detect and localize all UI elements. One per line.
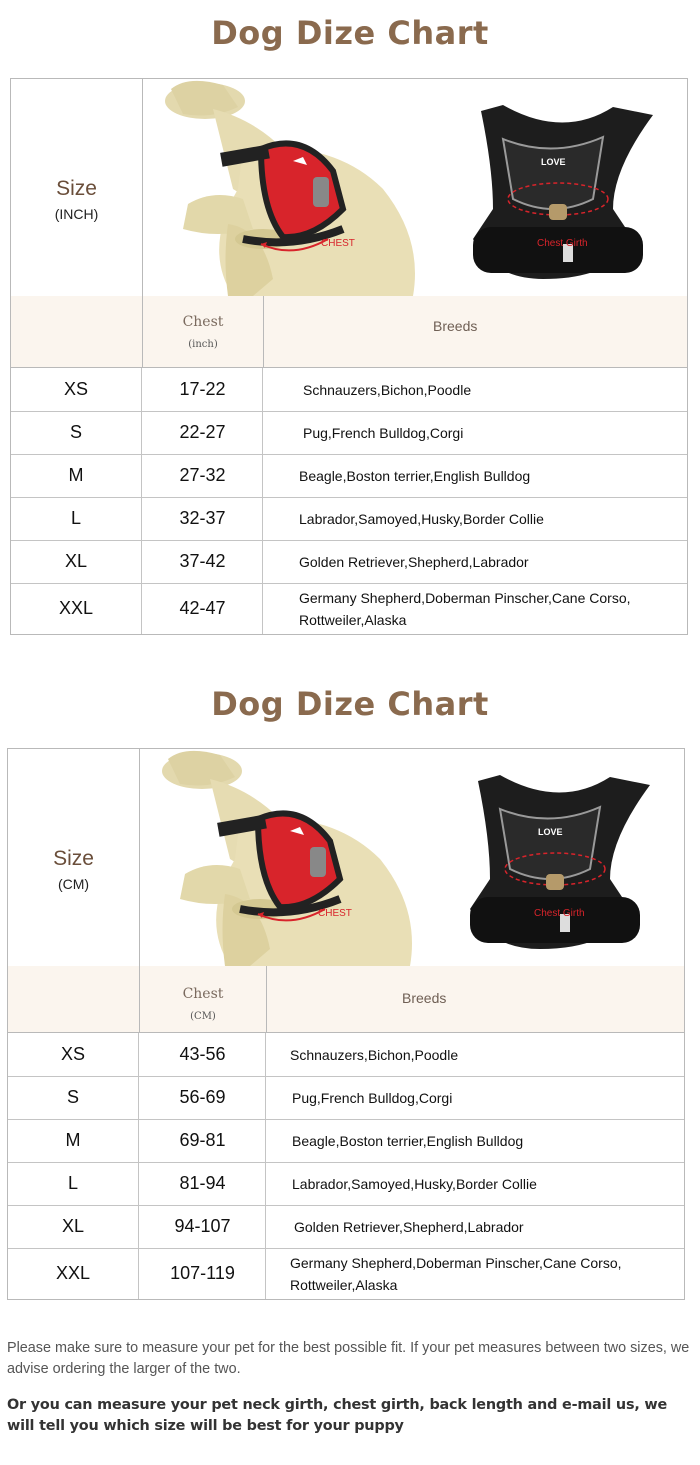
- product-photo: [140, 749, 684, 966]
- table-row: [11, 454, 687, 498]
- table-row: [11, 368, 687, 412]
- chart-title-inch: Dog Dize Chart: [211, 14, 489, 52]
- row-size: XL: [11, 540, 142, 583]
- row-breeds: Schnauzers,Bichon,Poodle: [290, 1046, 459, 1063]
- table-row: [11, 583, 687, 634]
- row-breeds: Golden Retriever,Shepherd,Labrador: [299, 553, 529, 570]
- row-breeds: Pug,French Bulldog,Corgi: [303, 424, 464, 441]
- table-row: [8, 1076, 684, 1120]
- table-header: [11, 296, 687, 368]
- row-breeds: Schnauzers,Bichon,Poodle: [303, 381, 472, 398]
- product-photo: [143, 79, 687, 296]
- harness-logo-text: LOVE: [538, 827, 563, 837]
- table-row: [8, 1205, 684, 1249]
- row-chest: 94-107: [140, 1205, 266, 1248]
- contact-advice-note: Or you can measure your pet neck girth, chest girth, back length and e-mail us, we will tell you which size will be best for your puppy: [7, 1397, 668, 1434]
- row-size: M: [8, 1119, 139, 1162]
- row-chest: 81-94: [140, 1162, 266, 1205]
- row-breeds: Golden Retriever,Shepherd,Labrador: [294, 1218, 524, 1235]
- row-size: XXL: [8, 1248, 139, 1299]
- row-size: XL: [8, 1205, 139, 1248]
- dog-chest-label: CHEST: [321, 238, 355, 249]
- row-breeds-line1: Germany Shepherd,Doberman Pinscher,Cane Corso,: [290, 1254, 622, 1271]
- unit-label: (CM): [57, 876, 90, 892]
- row-breeds: Beagle,Boston terrier,English Bulldog: [292, 1132, 524, 1149]
- harness-logo-text: LOVE: [541, 157, 566, 167]
- row-breeds-line2: Rottweiler,Alaska: [299, 611, 407, 628]
- row-chest: 56-69: [140, 1076, 266, 1119]
- table-row: [8, 1162, 684, 1206]
- row-size: S: [11, 411, 142, 454]
- row-chest: 37-42: [143, 540, 263, 583]
- fit-advice-note: Please make sure to measure your pet for the best possible fit. If your pet measures between two sizes, we advise ordering the larger of the two.: [7, 1340, 690, 1377]
- row-breeds: [293, 583, 631, 634]
- row-size: L: [8, 1162, 139, 1205]
- table-row: [8, 1119, 684, 1163]
- row-chest: 32-37: [143, 497, 263, 540]
- header-breeds: Breeds: [433, 318, 478, 334]
- row-breeds: Beagle,Boston terrier,English Bulldog: [299, 467, 531, 484]
- table-header: [8, 966, 684, 1033]
- row-size: XXL: [11, 583, 142, 634]
- row-size: L: [11, 497, 142, 540]
- header-chest: Chest: [182, 986, 224, 1002]
- harness-product-image: [473, 105, 653, 279]
- table-row: [8, 1033, 684, 1077]
- row-chest: 107-119: [140, 1248, 266, 1299]
- harness-chest-girth-label: Chest Girth: [537, 238, 588, 249]
- size-label-cell: [8, 749, 140, 966]
- header-chest: Chest: [182, 314, 224, 330]
- row-breeds: Labrador,Samoyed,Husky,Border Collie: [299, 510, 544, 527]
- image-row: [11, 79, 687, 297]
- dog-harness-illustration: [140, 749, 684, 966]
- row-size: M: [11, 454, 142, 497]
- table-body: [11, 368, 687, 634]
- row-breeds-line2: Rottweiler,Alaska: [290, 1276, 398, 1293]
- size-label: Size: [53, 847, 94, 870]
- row-chest: 27-32: [143, 454, 263, 497]
- row-size: S: [8, 1076, 139, 1119]
- size-chart-cm: [7, 748, 685, 1300]
- chart-title-cm: Dog Dize Chart: [211, 685, 489, 723]
- row-chest: 43-56: [140, 1033, 266, 1076]
- row-breeds: Pug,French Bulldog,Corgi: [292, 1089, 453, 1106]
- row-chest: 17-22: [143, 368, 263, 411]
- harness-chest-girth-label: Chest Girth: [534, 908, 585, 919]
- table-row: [11, 497, 687, 541]
- size-chart-inch: [10, 78, 688, 635]
- row-breeds: [284, 1248, 622, 1299]
- dog-chest-label: CHEST: [318, 908, 352, 919]
- table-body: [8, 1033, 684, 1299]
- row-chest: 69-81: [140, 1119, 266, 1162]
- row-chest: 42-47: [143, 583, 263, 634]
- row-chest: 22-27: [143, 411, 263, 454]
- size-label-cell: [11, 79, 143, 296]
- image-row: [8, 749, 684, 967]
- dog-harness-illustration: [143, 79, 687, 296]
- row-breeds: Labrador,Samoyed,Husky,Border Collie: [292, 1175, 537, 1192]
- row-size: XS: [11, 368, 142, 411]
- header-chest-unit: (inch): [188, 339, 218, 350]
- table-row: [11, 411, 687, 455]
- size-label: Size: [56, 177, 97, 200]
- harness-product-image: [470, 775, 650, 949]
- table-row: [11, 540, 687, 584]
- row-size: XS: [8, 1033, 139, 1076]
- unit-label: (INCH): [54, 206, 99, 222]
- table-row: [8, 1248, 684, 1299]
- header-chest-unit: (CM): [190, 1011, 216, 1022]
- header-breeds: Breeds: [402, 990, 447, 1006]
- row-breeds-line1: Germany Shepherd,Doberman Pinscher,Cane Corso,: [299, 589, 631, 606]
